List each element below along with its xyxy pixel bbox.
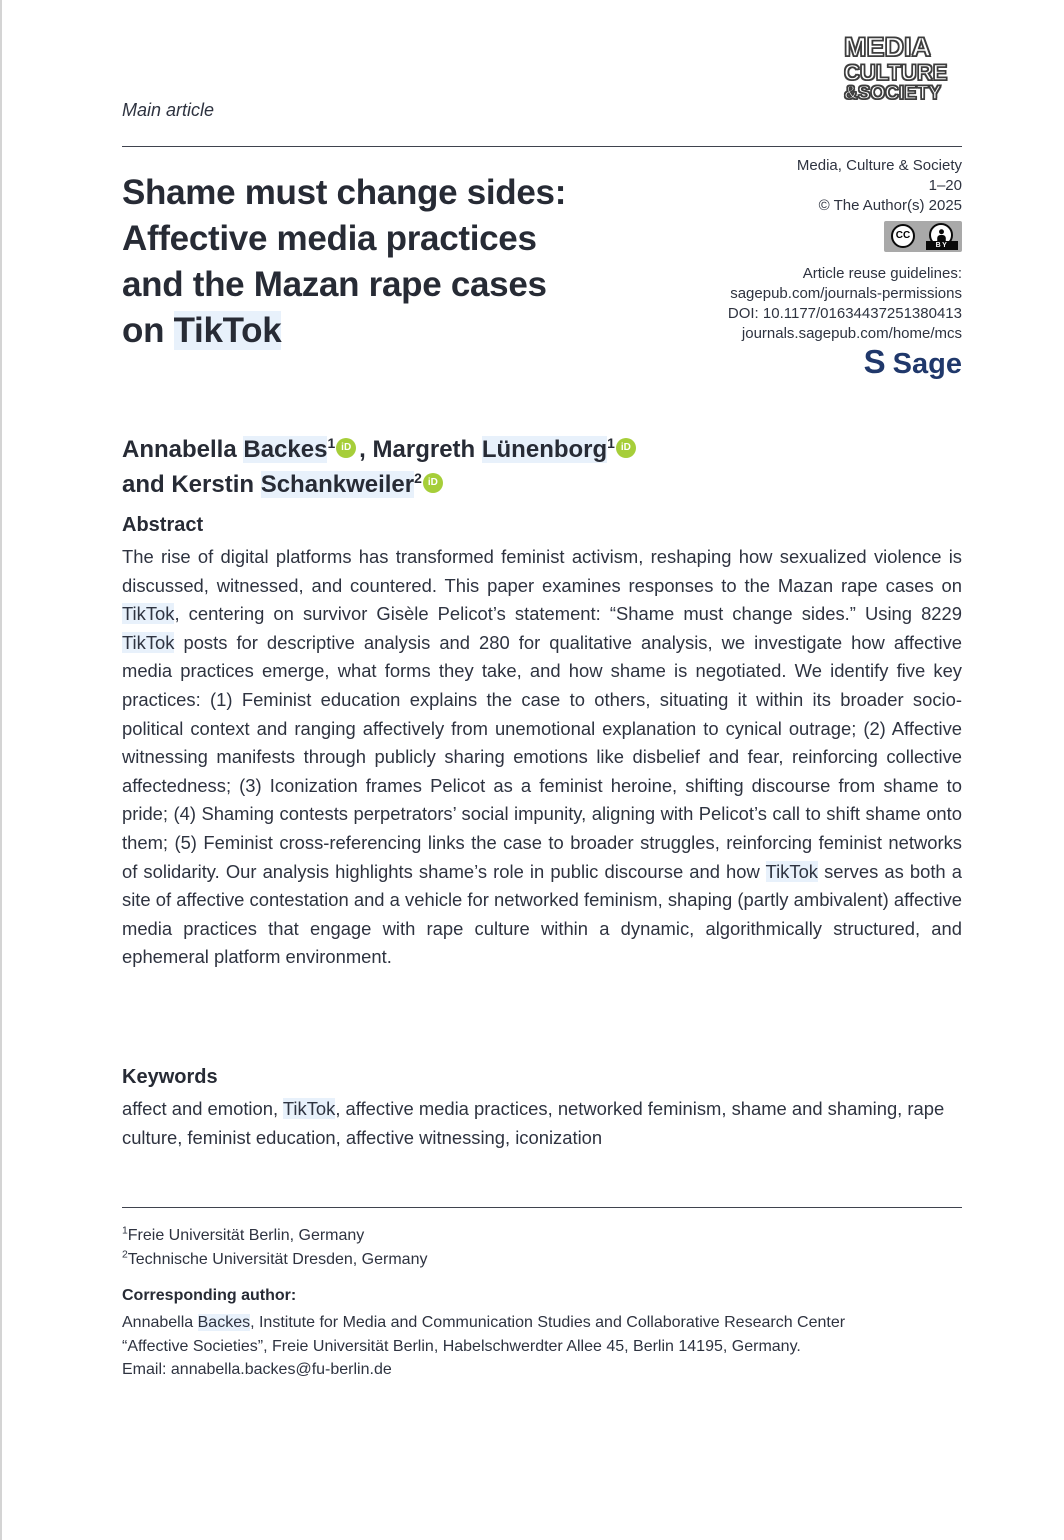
affiliations <box>122 1224 962 1272</box>
text-run: serves as both a site of affective contestation and a vehicle for networked feminism, shaping (partly ambivalent) affective media practices that engage with rape culture within a dynamic, algorithmically structured, and ephemeral platform environment. <box>122 860 962 968</box>
text-run: affect and emotion, <box>122 1098 283 1119</box>
header-divider <box>122 146 962 147</box>
text-run: , Margreth <box>359 436 482 463</box>
orcid-icon[interactable]: iD <box>336 438 356 458</box>
copyright-notice: © The Author(s) 2025 <box>818 197 962 214</box>
text-run: The rise of digital platforms has transformed feminist activism, reshaping how sexualized violence is discussed, witnessed, and countered. This paper examines responses to the Mazan rape cases on <box>122 546 962 596</box>
superscript-ref: 2 <box>414 470 422 486</box>
text-run: and Kerstin <box>122 471 261 498</box>
orcid-icon[interactable]: iD <box>616 438 636 458</box>
superscript-ref: 1 <box>607 435 615 451</box>
text-run: Annabella <box>122 436 244 463</box>
text-run: Technische Universität Dresden, Germany <box>127 1251 428 1268</box>
email-link[interactable]: annabella.backes@fu-berlin.de <box>170 1361 392 1378</box>
highlighted-text: Lünenborg <box>481 436 608 463</box>
cc-icon: CC <box>891 224 915 248</box>
article-type-label: Main article <box>122 100 215 120</box>
highlighted-text: TikTok <box>282 1098 336 1119</box>
journal-logo <box>844 34 964 103</box>
highlighted-text: Backes <box>197 1314 251 1331</box>
highlighted-text: Backes <box>243 436 328 463</box>
journal-home-link[interactable]: journals.sagepub.com/home/mcs <box>741 325 962 342</box>
text-run: Shame must change sides: <box>122 173 567 212</box>
orcid-icon[interactable]: iD <box>423 473 443 493</box>
highlighted-text: TikTok <box>122 603 175 625</box>
text-run: “Affective Societies”, Freie Universität Berlin, Habelschwerdter Allee 45, Berlin 14195, Germany. <box>122 1337 801 1355</box>
journal-logo-line: CULTURE <box>844 59 948 85</box>
highlighted-text: TikTok <box>765 860 818 882</box>
sage-name: Sage <box>892 348 962 380</box>
reuse-guidelines-link[interactable]: sagepub.com/journals-permissions <box>730 285 962 302</box>
highlighted-text: TikTok <box>122 631 175 653</box>
text-run: Email: <box>122 1361 171 1378</box>
text-run: on <box>122 311 174 350</box>
highlighted-text: Schankweiler <box>260 471 415 498</box>
cc-by-badge[interactable] <box>884 221 962 252</box>
sage-mark-icon: S <box>863 343 886 380</box>
authors-line <box>122 432 862 502</box>
corresponding-author-paragraph <box>122 1311 962 1382</box>
text-run: posts for descriptive analysis and 280 for qualitative analysis, we investigate how affective media practices emerge, what forms they take, and how shame is negotiated. We identify five key practices: (1) Feminist education explains the case to others, situating it within its broader socio-political context and ranging affectively from unemotional explanation to cynical outrage; (2) Affective witnessing manifests through publicly sharing emotions like disbelief and fear, reinforcing collective affectedness; (3) Iconization frames Pelicot as a feminist heroine, shifting discourse from shame to pride; (4) Shaming contests perpetrators’ social impunity, aligning with Pelicot’s call to shift shame onto them; (5) Feminist cross-referencing links the case to broader struggles, reinforcing feminist networks of solidarity. Our analysis highlights shame’s role in public discourse and how <box>122 631 962 882</box>
keywords-heading: Keywords <box>122 1066 218 1088</box>
journal-logo-line: MEDIA <box>844 32 931 62</box>
text-run: , Institute for Media and Communication Studies and Collaborative Research Center <box>250 1314 846 1331</box>
highlighted-text: TikTok <box>173 311 282 350</box>
page-range: 1–20 <box>928 177 962 194</box>
publication-info <box>622 156 962 379</box>
cc-by-label: BY <box>926 241 958 250</box>
abstract-paragraph <box>122 543 962 972</box>
superscript-ref: 2 <box>122 1249 128 1261</box>
corresponding-author-heading: Corresponding author: <box>122 1287 297 1304</box>
text-run: and the Mazan rape cases <box>122 265 547 304</box>
footnote-divider <box>122 1207 962 1208</box>
abstract-heading: Abstract <box>122 514 204 536</box>
text-run: , centering on survivor Gisèle Pelicot’s statement: “Shame must change sides.” Using 8229 <box>174 603 962 625</box>
sage-logo <box>863 343 962 380</box>
text-run: , affective media practices, networked feminism, shame and shaming, rape culture, feminist education, affective witnessing, iconization <box>122 1098 945 1148</box>
reuse-guidelines-label: Article reuse guidelines: <box>802 265 962 282</box>
text-run: Affective media practices <box>122 219 537 258</box>
journal-name: Media, Culture & Society <box>796 157 962 174</box>
doi-link[interactable]: DOI: 10.1177/01634437251380413 <box>727 305 962 322</box>
keywords-paragraph <box>122 1094 962 1152</box>
superscript-ref: 1 <box>122 1225 128 1237</box>
text-run: Annabella <box>122 1314 198 1331</box>
superscript-ref: 1 <box>327 435 336 451</box>
journal-logo-line: &SOCIETY <box>844 82 942 104</box>
text-run: Freie Universität Berlin, Germany <box>127 1227 365 1244</box>
